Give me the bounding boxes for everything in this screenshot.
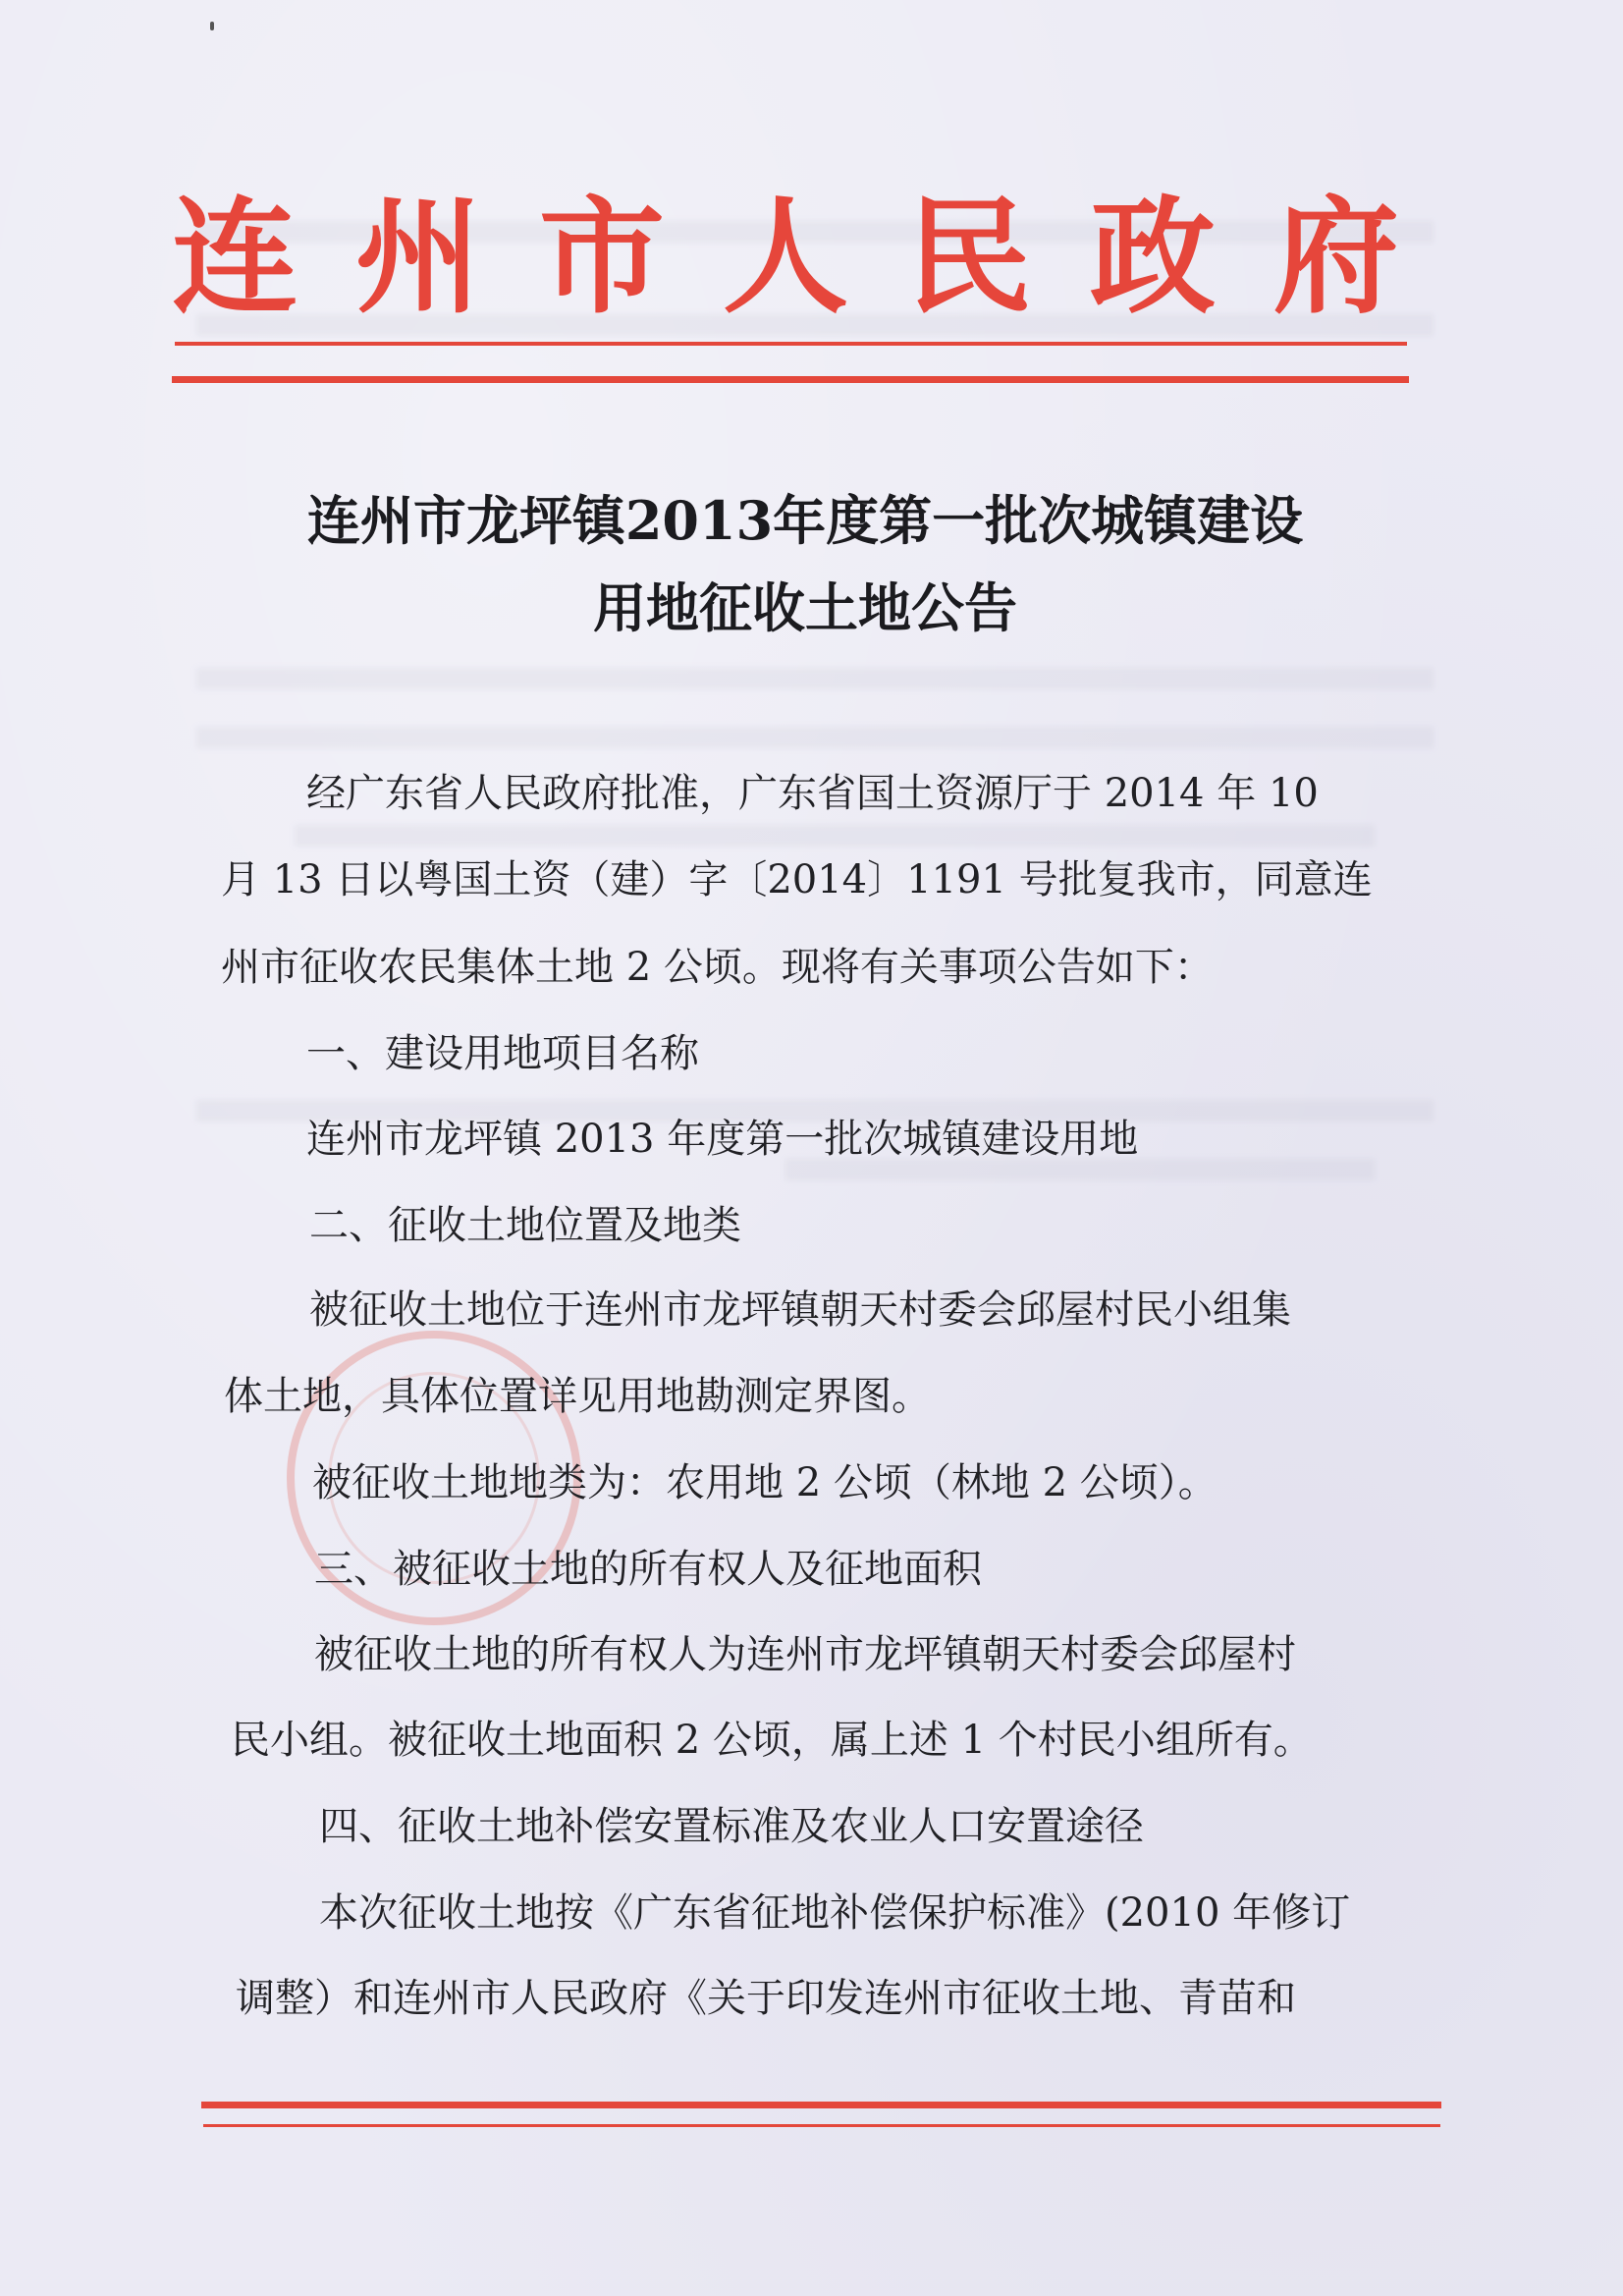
header-rule-thick	[172, 376, 1409, 383]
agency-char: 连	[172, 184, 298, 331]
section-heading-4: 四、征收土地补偿安置标准及农业人口安置途径	[319, 1804, 1144, 1849]
body-line: 经广东省人民政府批准，广东省国土资源厅于 2014 年 10	[306, 771, 1319, 816]
document-title-line-2: 用地征收土地公告	[593, 576, 1017, 639]
agency-char: 政	[1089, 184, 1216, 331]
body-line: 州市征收农民集体土地 2 公顷。现将有关事项公告如下：	[221, 945, 1214, 990]
document-title-line-1: 连州市龙坪镇2013年度第一批次城镇建设	[306, 489, 1304, 552]
body-line: 被征收土地位于连州市龙坪镇朝天村委会邱屋村民小组集	[309, 1287, 1291, 1333]
section-heading-3: 三、被征收土地的所有权人及征地面积	[314, 1547, 982, 1592]
body-line: 被征收土地的所有权人为连州市龙坪镇朝天村委会邱屋村	[314, 1632, 1296, 1677]
body-line: 体土地，具体位置详见用地勘测定界图。	[224, 1374, 931, 1419]
issuing-agency-header	[172, 179, 1399, 336]
body-line: 本次征收土地按《广东省征地补偿保护标准》(2010 年修订	[319, 1890, 1351, 1936]
agency-char: 人	[722, 184, 848, 331]
section-heading-1: 一、建设用地项目名称	[306, 1031, 699, 1076]
header-rule-thin	[175, 342, 1407, 346]
body-line: 民小组。被征收土地面积 2 公顷，属上述 1 个村民小组所有。	[231, 1718, 1313, 1763]
show-through	[785, 1159, 1375, 1180]
footer-rule-thick	[201, 2102, 1441, 2108]
section-heading-2: 二、征收土地位置及地类	[309, 1203, 741, 1248]
show-through	[295, 825, 1375, 847]
agency-char: 市	[538, 184, 665, 331]
body-line: 月 13 日以粤国土资（建）字〔2014〕1191 号批复我市，同意连	[221, 857, 1373, 902]
body-line: 被征收土地地类为：农用地 2 公顷（林地 2 公顷）。	[312, 1460, 1217, 1505]
agency-char: 民	[905, 184, 1032, 331]
footer-rule-thin	[203, 2124, 1440, 2127]
agency-char: 州	[354, 184, 481, 331]
agency-char: 府	[1272, 184, 1399, 331]
show-through	[196, 727, 1434, 748]
show-through	[196, 668, 1434, 689]
scan-speck	[210, 22, 214, 30]
body-line: 连州市龙坪镇 2013 年度第一批次城镇建设用地	[306, 1117, 1139, 1162]
body-line: 调整）和连州市人民政府《关于印发连州市征收土地、青苗和	[236, 1976, 1296, 2021]
